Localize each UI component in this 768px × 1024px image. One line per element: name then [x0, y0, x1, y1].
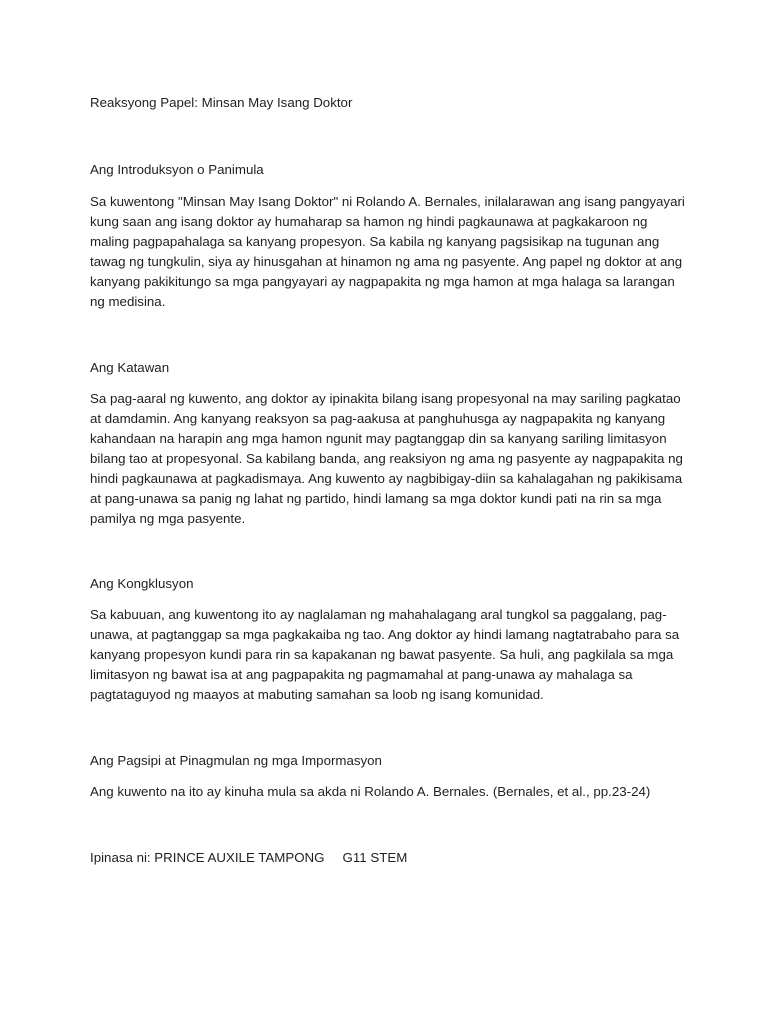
section-paragraph-introduction: Sa kuwentong "Minsan May Isang Doktor" ni Rolando A. Bernales, inilalarawan ang isang pangyayari kung saan ang isang doktor ay humaharap sa hamon ng hindi pagkaunawa at pagkakaroon ng maling pagpapahalaga sa kanyang propesyon. Sa kabila ng kanyang pagsisikap na tugunan ang tawag ng tungkulin, siya ay hinusgahan at hinamon ng ama ng pasyente. Ang papel ng doktor at ang kanyang pakikitungo sa mga pangyayari ay nagpapakita ng mga hamon at mga halaga sa larangan ng medisina.	[90, 194, 685, 309]
section-paragraph-conclusion: Sa kabuuan, ang kuwentong ito ay naglalaman ng mahahalagang aral tungkol sa paggalang, pag-unawa, at pagtanggap sa mga pagkakaiba ng tao. Ang doktor ay hindi lamang nagtatrabaho para sa kanyang propesyon kundi para rin sa kapakanan ng bawat pasyente. Sa huli, ang pagkilala sa mga limitasyon ng bawat isa at ang pagpapakita ng pagmamahal at pang-unawa ay mahalaga sa pagtataguyod ng maayos at mabuting samahan sa loob ng isang komunidad.	[90, 607, 680, 702]
document-page	[90, 93, 690, 881]
document-title: Reaksyong Papel: Minsan May Isang Doktor	[90, 95, 353, 110]
section-heading-conclusion: Ang Kongklusyon	[90, 576, 194, 591]
section-paragraph-body: Sa pag-aaral ng kuwento, ang doktor ay ipinakita bilang isang propesyonal na may sariling pagkatao at damdamin. Ang kanyang reaksyon sa pag-aakusa at panghuhusga ay nagpapakita ng kanyang kahandaan na harapin ang mga hamon ngunit may pagtanggap din sa kanyang sariling limitasyon bilang tao at propesyonal. Sa kabilang banda, ang reaksiyon ng ama ng pasyente ay nagpapakita ng hindi pagkaunawa at pagkadismaya. Ang kuwento ay nagbibigay-diin sa kahalagahan ng pakikisama at pang-unawa sa panig ng lahat ng partido, hindi lamang sa mga doktor kundi pati na rin sa mga pamilya ng mga pasyente.	[90, 391, 683, 526]
section-heading-body: Ang Katawan	[90, 360, 170, 375]
submitted-by: Ipinasa ni: PRINCE AUXILE TAMPONG	[90, 850, 325, 865]
section-heading-introduction: Ang Introduksyon o Panimula	[90, 162, 264, 177]
submission-line	[90, 848, 690, 868]
section-heading-references: Ang Pagsipi at Pinagmulan ng mga Impormasyon	[90, 753, 382, 768]
section-paragraph-references: Ang kuwento na ito ay kinuha mula sa akda ni Rolando A. Bernales. (Bernales, et al., pp.23-24)	[90, 784, 651, 799]
class-section: G11 STEM	[342, 850, 408, 865]
